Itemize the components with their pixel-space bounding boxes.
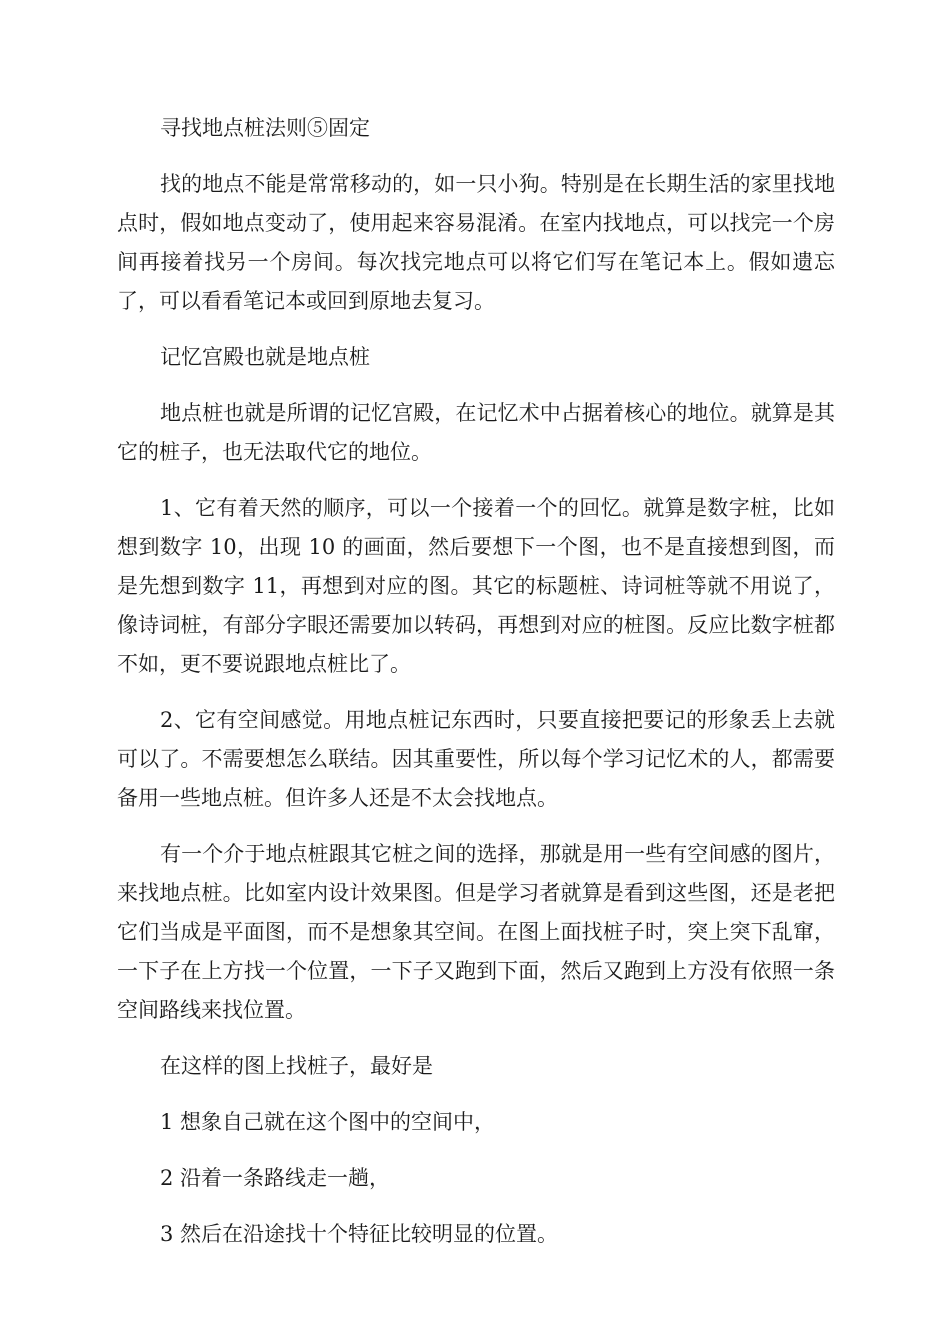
paragraph-natural-order: 1、它有着天然的顺序，可以一个接着一个的回忆。就算是数字桩，比如想到数字 10，出现 10 的画面，然后要想下一个图，也不是直接想到图，而是先想到数字 11，再想到对应的图。其它的标题桩、诗词桩等就不用说了，像诗词桩，有部分字眼还需要加以转码，再想到对应的桩图。反应比数字桩都不如，更不要说跟地点桩比了。 [117,496,835,676]
paragraph-best-approach: 在这样的图上找桩子，最好是 [160,1054,433,1078]
paragraph-core-position: 地点桩也就是所谓的记忆宫殿，在记忆术中占据着核心的地位。就算是其它的桩子，也无法取代它的地位。 [117,401,835,464]
document-body [117,109,835,1271]
section-heading-memory-palace: 记忆宫殿也就是地点桩 [160,345,370,369]
paragraph-picture-choice: 有一个介于地点桩跟其它桩之间的选择，那就是用一些有空间感的图片，来找地点桩。比如室内设计效果图。但是学习者就算是看到这些图，还是老把它们当成是平面图，而不是想象其空间。在图上面找桩子时，突上突下乱窜，一下子在上方找一个位置，一下子又跑到下面，然后又跑到上方没有依照一条空间路线来找位置。 [117,842,835,1022]
paragraph-spatial-sense: 2、它有空间感觉。用地点桩记东西时，只要直接把要记的形象丢上去就可以了。不需要想怎么联结。因其重要性，所以每个学习记忆术的人，都需要备用一些地点桩。但许多人还是不太会找地点。 [117,708,835,810]
list-item: 1 想象自己就在这个图中的空间中， [160,1110,496,1134]
section-heading-fixed-rule: 寻找地点桩法则⑤固定 [160,116,370,140]
list-item: 3 然后在沿途找十个特征比较明显的位置。 [160,1222,559,1246]
paragraph-fixed-location: 找的地点不能是常常移动的，如一只小狗。特别是在长期生活的家里找地点时，假如地点变动了，使用起来容易混淆。在室内找地点，可以找完一个房间再接着找另一个房间。每次找完地点可以将它们写在笔记本上。假如遗忘了，可以看看笔记本或回到原地去复习。 [117,172,835,313]
list-item: 2 沿着一条路线走一趟， [160,1166,391,1190]
